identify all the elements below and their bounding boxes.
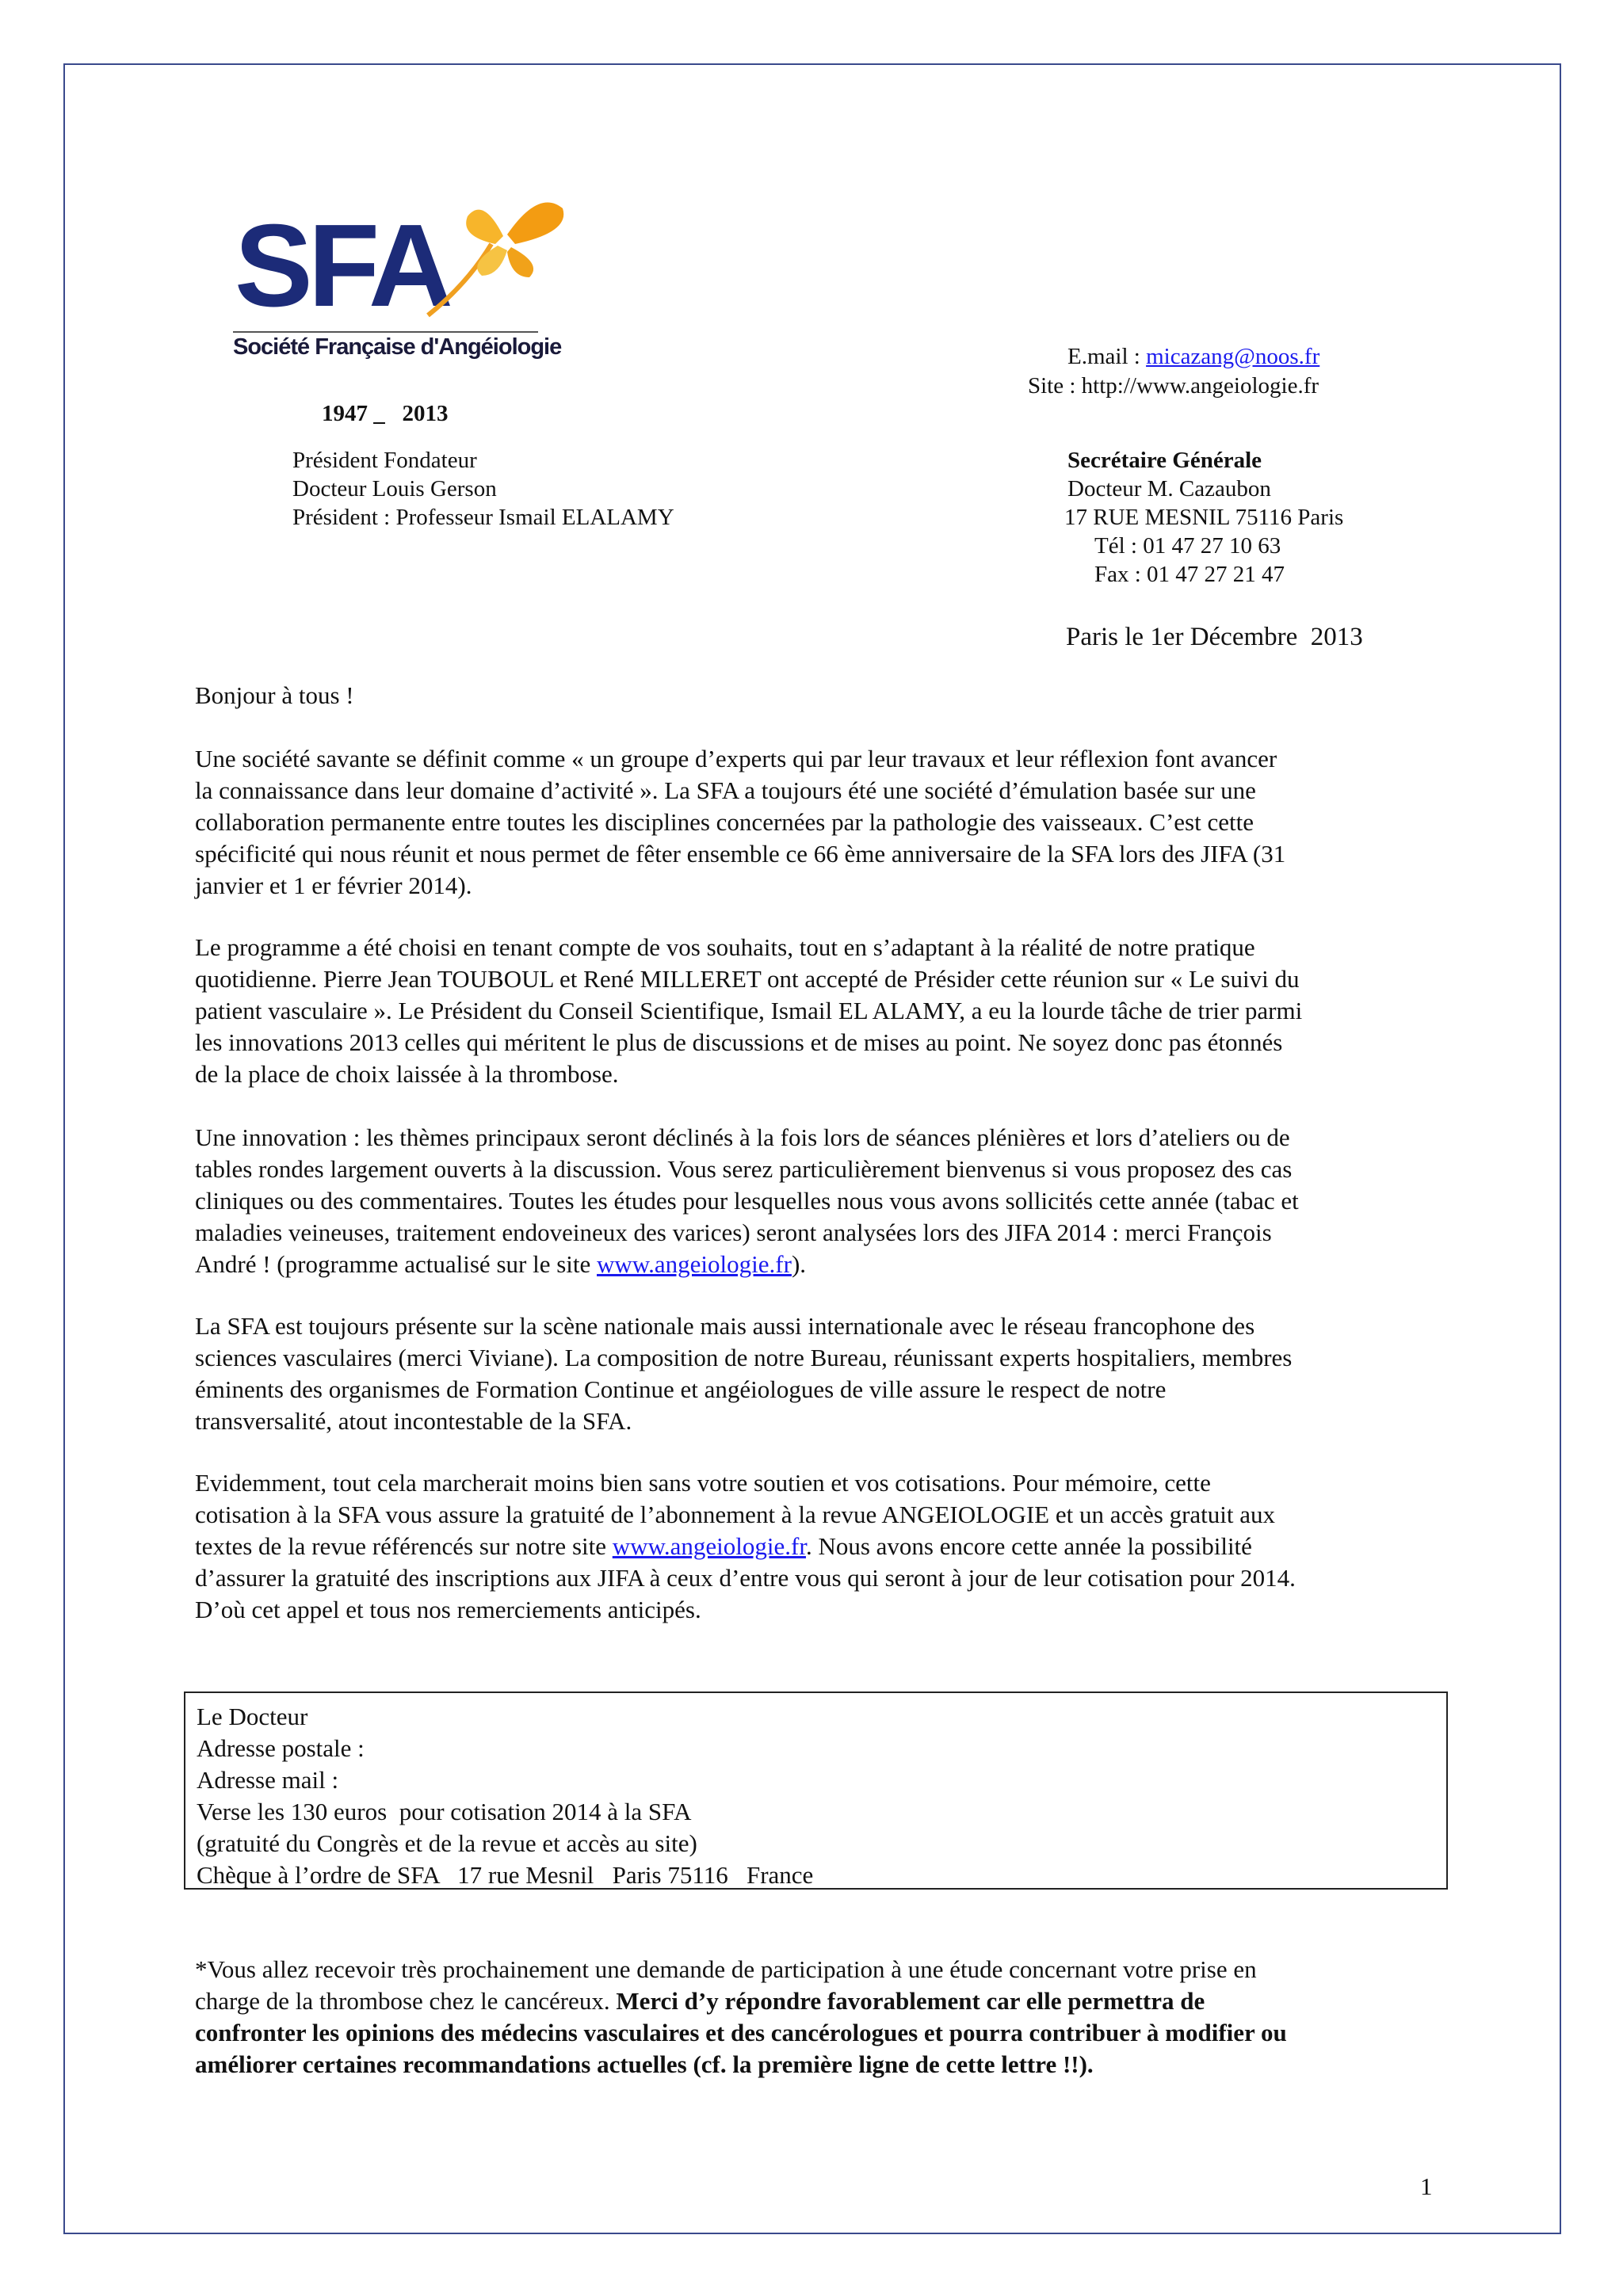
secretary-title: Secrétaire Générale <box>1067 448 1262 473</box>
paragraph-1 <box>195 743 1435 902</box>
paragraph-line: Une société savante se définit comme « un groupe d’experts qui par leur travaux et leur réflexion font avancer <box>195 745 1277 772</box>
paragraph-line: D’où cet appel et tous nos remerciements anticipés. <box>195 1596 701 1623</box>
form-line-email-address: Adresse mail : <box>197 1766 339 1794</box>
logo-subtitle: Société Française d'Angéiologie <box>233 334 562 360</box>
form-line-cheque: Chèque à l’ordre de SFA 17 rue Mesnil Paris 75116 France <box>197 1861 814 1889</box>
subscription-form-box <box>184 1691 1448 1890</box>
text-run: textes de la revue référencés sur notre site <box>195 1532 613 1560</box>
paragraph-line: Une innovation : les thèmes principaux seront déclinés à la fois lors de séances plénières et lors d’ateliers ou de <box>195 1123 1290 1151</box>
paragraph-line: d’assurer la gratuité des inscriptions aux JIFA à ceux d’entre vous qui seront à jour de leur cotisation pour 2014. <box>195 1564 1296 1592</box>
footnote-line <box>195 1985 1435 2017</box>
paragraph-line: la connaissance dans leur domaine d’activité ». La SFA a toujours été une société d’émulation basée sur une <box>195 776 1256 804</box>
paragraph-line: La SFA est toujours présente sur la scène nationale mais aussi internationale avec le réseau francophone des <box>195 1312 1255 1340</box>
secretary-name: Docteur M. Cazaubon <box>1067 476 1271 502</box>
paragraph-line: Evidemment, tout cela marcherait moins bien sans votre soutien et vos cotisations. Pour mémoire, cette <box>195 1469 1211 1497</box>
greeting: Bonjour à tous ! <box>195 681 354 709</box>
paragraph-line: transversalité, atout incontestable de la SFA. <box>195 1407 632 1435</box>
paragraph-line: maladies veineuses, traitement endoveineux des varices) seront analysées lors des JIFA 2014 : merci François <box>195 1219 1272 1246</box>
form-line-doctor: Le Docteur <box>197 1703 308 1730</box>
site-link[interactable]: www.angeiologie.fr <box>597 1250 792 1278</box>
footnote-line: améliorer certaines recommandations actuelles (cf. la première ligne de cette lettre !!). <box>195 2050 1094 2078</box>
paragraph-line: quotidienne. Pierre Jean TOUBOUL et René MILLERET ont accepté de Présider cette réunion sur « Le suivi du <box>195 965 1300 993</box>
paragraph-line: sciences vasculaires (merci Viviane). La composition de notre Bureau, réunissant experts hospitaliers, membres <box>195 1344 1293 1371</box>
paragraph-line: collaboration permanente entre toutes les disciplines concernées par la pathologie des vaisseaux. C’est cette <box>195 808 1254 836</box>
paragraph-line: janvier et 1 er février 2014). <box>195 871 472 899</box>
contact-email <box>1067 342 1319 371</box>
text-run: . Nous avons encore cette année la possibilité <box>805 1532 1252 1560</box>
text-run: ). <box>791 1250 807 1278</box>
secretary-tel: Tél : 01 47 27 10 63 <box>1094 533 1281 559</box>
secretary-fax: Fax : 01 47 27 21 47 <box>1094 562 1285 587</box>
text-run: André ! (programme actualisé sur le site <box>195 1250 598 1278</box>
paragraph-line: spécificité qui nous réunit et nous permet de fêter ensemble ce 66 ème anniversaire de la SFA lors des JIFA (31 <box>195 840 1286 868</box>
logo-letters: SFA <box>235 200 449 327</box>
footnote-line: *Vous allez recevoir très prochainement une demande de participation à une étude concernant votre prise en <box>195 1955 1257 1983</box>
footnote <box>195 1954 1435 2081</box>
secretary-address: 17 RUE MESNIL 75116 Paris <box>1064 505 1344 530</box>
email-label: E.mail : <box>1067 344 1147 369</box>
sfa-logo <box>230 189 579 371</box>
paragraph-line: les innovations 2013 celles qui méritent le plus de discussions et de mises au point. Ne soyez donc pas étonnés <box>195 1028 1283 1056</box>
founder-title: Président Fondateur <box>292 448 477 473</box>
site-link[interactable]: www.angeiologie.fr <box>612 1532 806 1560</box>
paragraph-3 <box>195 1122 1435 1280</box>
president: Président : Professeur Ismail ELALAMY <box>292 505 674 530</box>
form-line-postal-address: Adresse postale : <box>197 1734 365 1762</box>
logo-graphic <box>230 189 579 327</box>
email-link[interactable]: micazang@noos.fr <box>1146 344 1320 369</box>
butterfly-icon <box>466 202 563 277</box>
page-number: 1 <box>1420 2172 1433 2200</box>
paragraph-line: éminents des organismes de Formation Continue et angéiologues de ville assure le respect de notre <box>195 1375 1167 1403</box>
letter-date: Paris le 1er Décembre 2013 <box>1066 623 1363 651</box>
contact-site: Site : http://www.angeiologie.fr <box>1028 373 1319 399</box>
paragraph-line <box>195 1249 1435 1280</box>
paragraph-5 <box>195 1467 1435 1626</box>
text-run: charge de la thrombose chez le cancéreux. <box>195 1987 617 2015</box>
paragraph-line: Le programme a été choisi en tenant compte de vos souhaits, tout en s’adaptant à la réalité de notre pratique <box>195 933 1255 961</box>
text-run-bold: Merci d’y répondre favorablement car elle permettra de <box>616 1987 1205 2015</box>
paragraph-line: cotisation à la SFA vous assure la gratuité de l’abonnement à la revue ANGEIOLOGIE et un accès gratuit aux <box>195 1501 1276 1528</box>
paragraph-line <box>195 1531 1435 1562</box>
paragraph-line: tables rondes largement ouverts à la discussion. Vous serez particulièrement bienvenus si vous proposez des cas <box>195 1155 1293 1183</box>
form-line-benefits: (gratuité du Congrès et de la revue et accès au site) <box>197 1829 697 1857</box>
paragraph-4 <box>195 1310 1435 1437</box>
footnote-line: confronter les opinions des médecins vasculaires et des cancérologues et pourra contribuer à modifier ou <box>195 2019 1287 2046</box>
paragraph-line: de la place de choix laissée à la thrombose. <box>195 1060 619 1088</box>
paragraph-line: patient vasculaire ». Le Président du Conseil Scientifique, Ismail EL ALAMY, a eu la lourde tâche de trier parmi <box>195 997 1303 1024</box>
paragraph-line: cliniques ou des commentaires. Toutes les études pour lesquelles nous vous avons sollicités cette année (tabac et <box>195 1187 1299 1215</box>
years: 1947 _ 2013 <box>322 401 449 426</box>
form-line-fee: Verse les 130 euros pour cotisation 2014 à la SFA <box>197 1798 692 1825</box>
founder-name: Docteur Louis Gerson <box>292 476 497 502</box>
paragraph-2 <box>195 932 1435 1090</box>
